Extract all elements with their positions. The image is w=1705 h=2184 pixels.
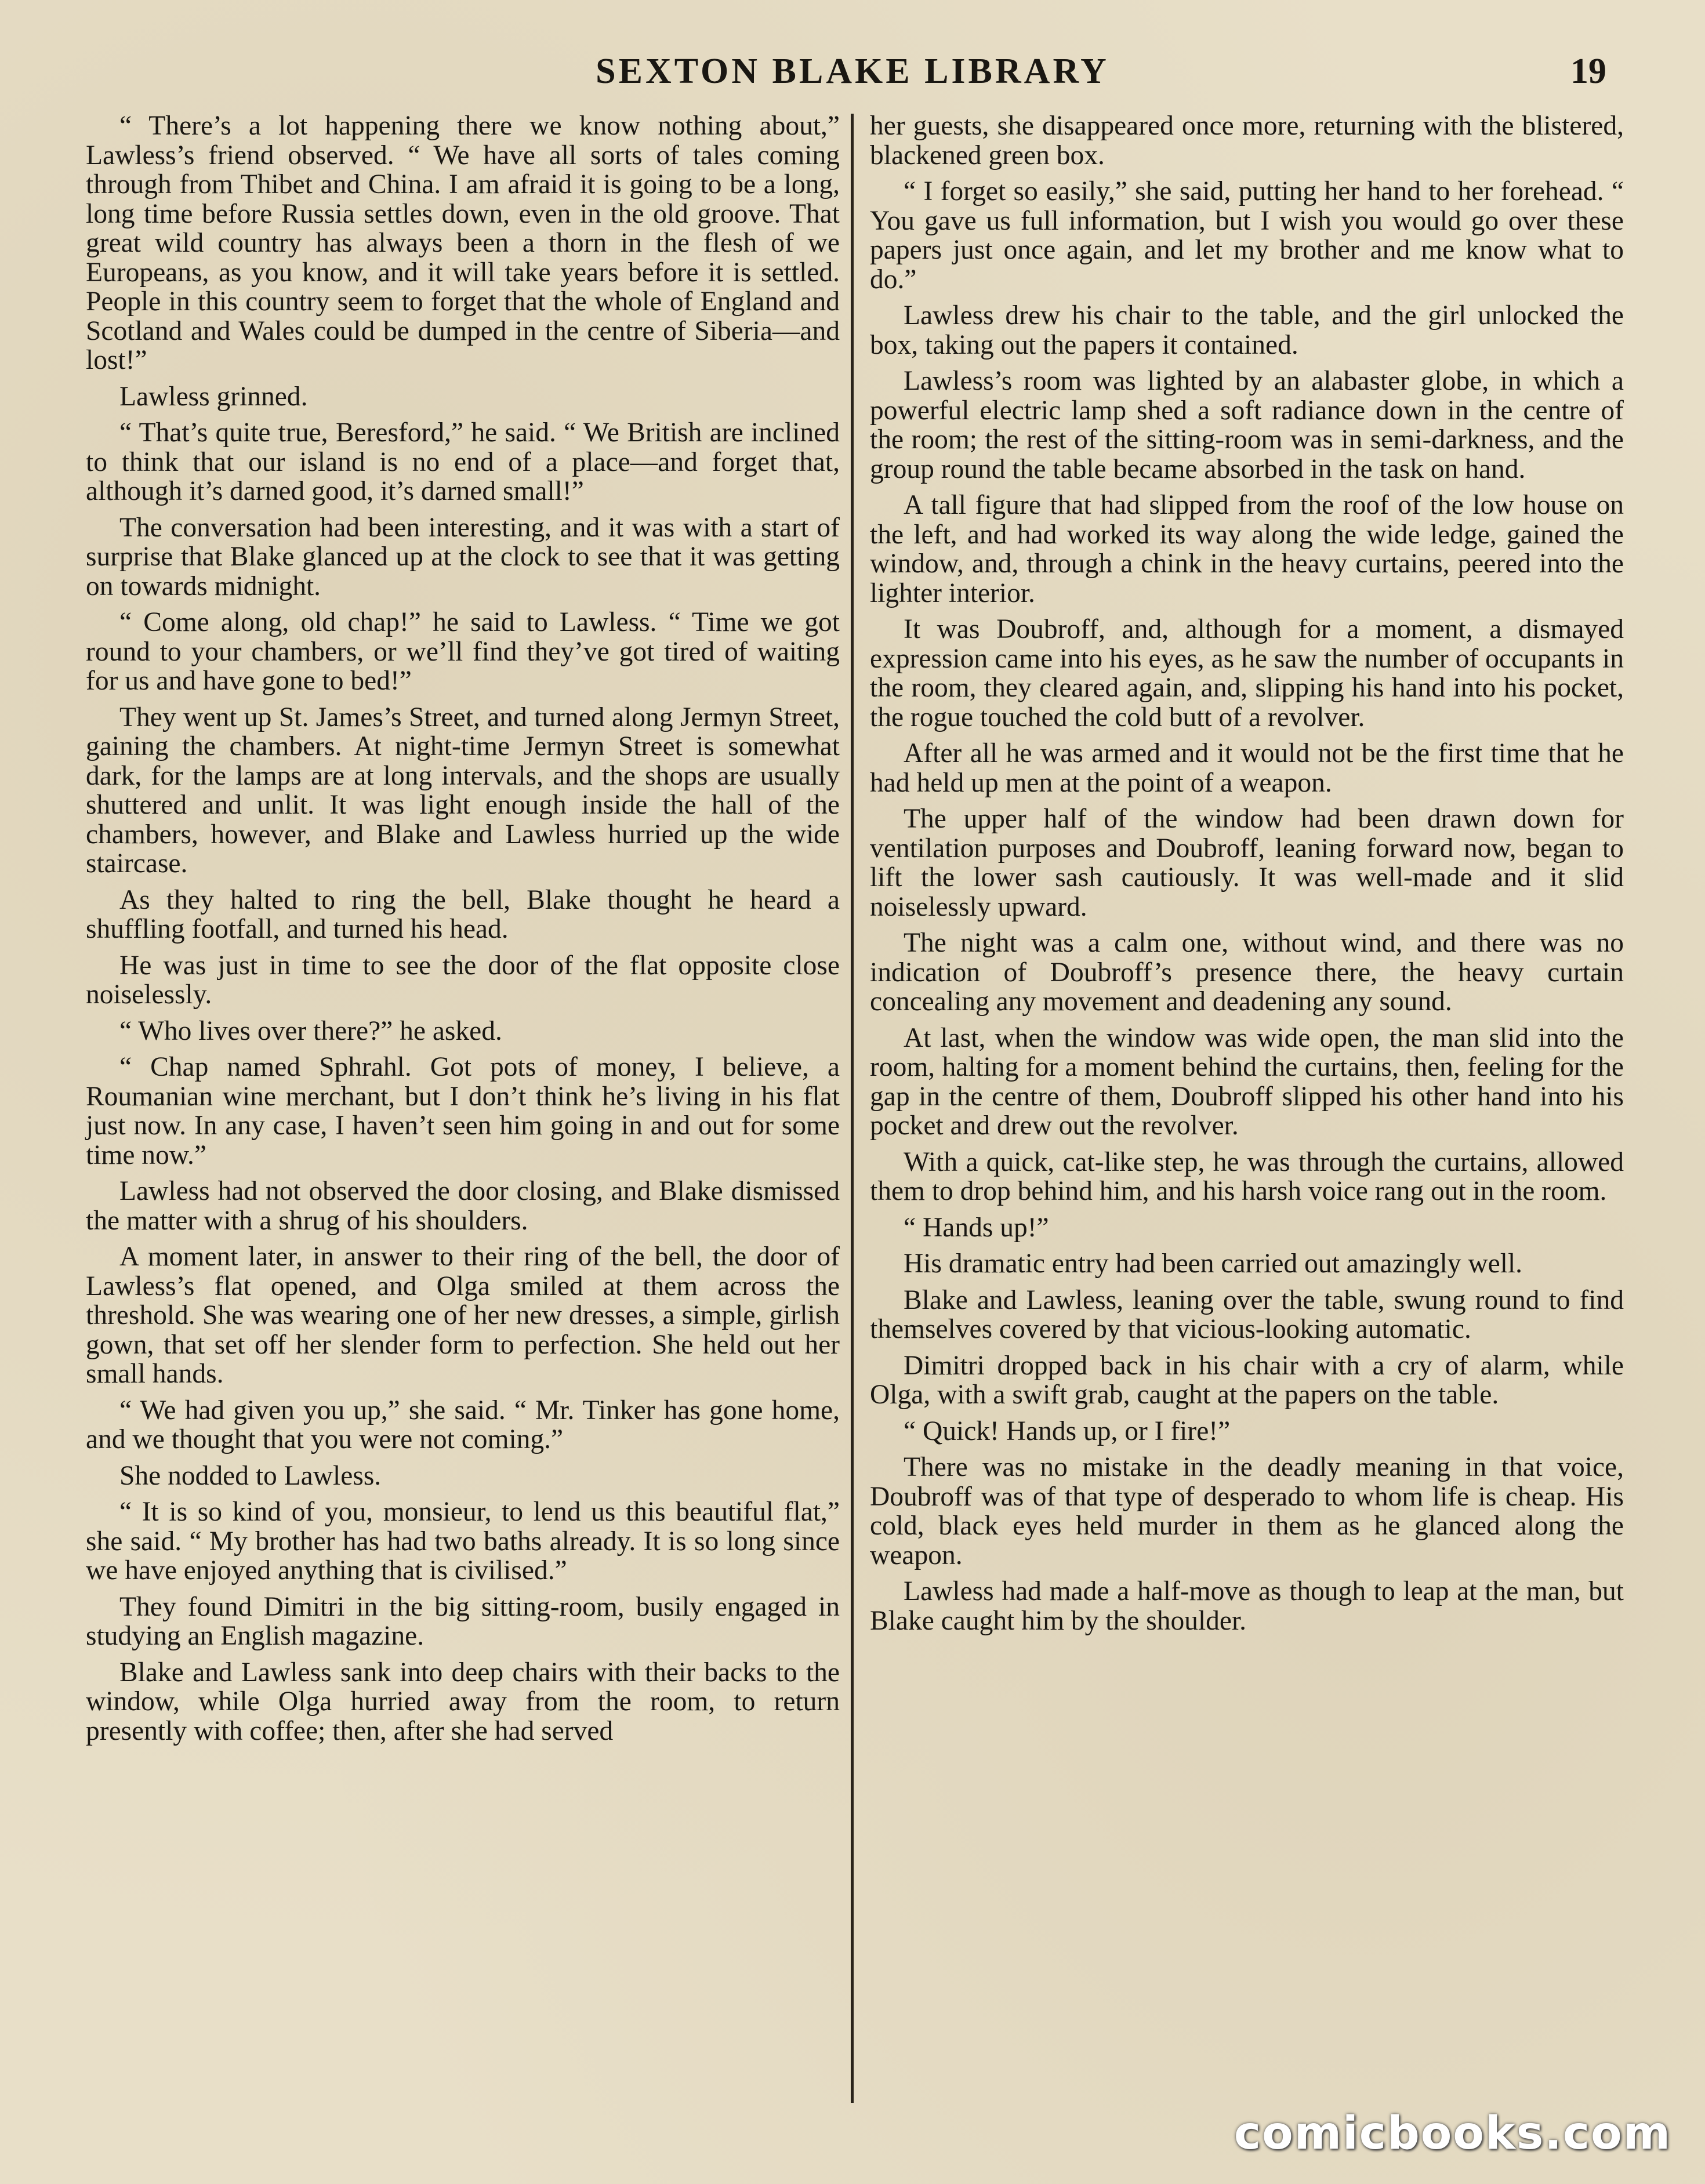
paragraph: A moment later, in answer to their ring of the bell, the door of Lawless’s flat opened, and Olga smiled at them across the threshold. She was wearing one of her new dresses, a simple, girlish gown, that set off her slender form to perfection. She held out her small hands. — [86, 1242, 840, 1389]
paragraph: Lawless drew his chair to the table, and the girl unlocked the box, taking out the papers it contained. — [870, 300, 1624, 360]
running-title: SEXTON BLAKE LIBRARY — [596, 52, 1109, 91]
paragraph: Lawless grinned. — [119, 381, 308, 412]
paragraph: “ That’s quite true, Beresford,” he said. “ We British are inclined to think that our island is no end of a place—and forget that, although it’s darned good, it’s darned small!” — [86, 418, 840, 506]
paragraph: “ It is so kind of you, monsieur, to lend us this beautiful flat,” she said. “ My brother has had two baths already. It is so long since we have enjoyed anything that is civilised.” — [86, 1497, 840, 1586]
paragraph: A tall figure that had slipped from the roof of the low house on the left, and had worked its way along the wide ledge, gained the window, and, through a chink in the heavy curtains, peered into the lighter interior. — [870, 490, 1624, 608]
paragraph: It was Doubroff, and, although for a moment, a dismayed expression came into his eyes, as he saw the number of occupants in the room, they cleared again, and, slipping his hand into his pocket, the rogue touched the cold butt of a revolver. — [870, 614, 1624, 732]
paragraph: “ Chap named Sphrahl. Got pots of money, I believe, a Roumanian wine merchant, but I don’t think he’s living in his flat just now. In any case, I haven’t seen him going in and out for some time now.” — [86, 1052, 840, 1170]
paragraph: At last, when the window was wide open, the man slid into the room, halting for a moment behind the curtains, then, feeling for the gap in the centre of them, Doubroff slipped his other hand into his pocket and drew out the revolver. — [870, 1022, 1624, 1141]
left-column — [86, 111, 840, 1753]
paragraph: “ Come along, old chap!” he said to Lawless. “ Time we got round to your chambers, or we’ll find they’ve got tired of waiting for us and have gone to bed!” — [86, 607, 840, 696]
paragraph: With a quick, cat-like step, he was through the curtains, allowed them to drop behind him, and his harsh voice rang out in the room. — [870, 1147, 1624, 1206]
page-header — [81, 45, 1624, 97]
paragraph: He was just in time to see the door of the flat opposite close noiselessly. — [86, 950, 840, 1010]
paragraph: her guests, she disappeared once more, returning with the blistered, blackened green box. — [870, 111, 1624, 170]
paragraph: She nodded to Lawless. — [119, 1460, 382, 1491]
paragraph: “ There’s a lot happening there we know nothing about,” Lawless’s friend observed. “ We have all sorts of tales coming through from Thibet and China. I am afraid it is going to be a long, long time before Russia settles down, even in the old groove. That great wild country has always been a thorn in the flesh of we Europeans, as you know, and it will take years before it is settled. People in this country seem to forget that the whole of England and Scotland and Wales could be dumped in the centre of Siberia—and lost!” — [86, 111, 840, 375]
watermark: comicbooks.com — [1234, 2107, 1671, 2160]
paragraph: The upper half of the window had been drawn down for ventilation purposes and Doubroff, leaning forward now, began to lift the lower sash cautiously. It was well-made and it slid noiselessly upward. — [870, 804, 1624, 922]
paragraph: As they halted to ring the bell, Blake thought he heard a shuffling footfall, and turned his head. — [86, 884, 840, 944]
paragraph: “ Hands up!” — [904, 1212, 1049, 1243]
page-number: 19 — [1570, 52, 1606, 91]
paragraph: Blake and Lawless, leaning over the table, swung round to find themselves covered by that vicious-looking automatic. — [870, 1285, 1624, 1344]
paragraph: “ We had given you up,” she said. “ Mr. Tinker has gone home, and we thought that you were not coming.” — [86, 1395, 840, 1454]
paragraph: They went up St. James’s Street, and turned along Jermyn Street, gaining the chambers. At night-time Jermyn Street is somewhat dark, for the lamps are at long intervals, and the shops are usually shuttered and unlit. It was light enough inside the hall of the chambers, however, and Blake and Lawless hurried up the wide staircase. — [86, 702, 840, 879]
paragraph: There was no mistake in the deadly meaning in that voice, Doubroff was of that type of desperado to whom life is cheap. His cold, black eyes held murder in them as he glanced along the weapon. — [870, 1452, 1624, 1570]
paragraph: Blake and Lawless sank into deep chairs with their backs to the window, while Olga hurried away from the room, to return presently with coffee; then, after she had served — [86, 1657, 840, 1746]
paragraph: Lawless had made a half-move as though to leap at the man, but Blake caught him by the shoulder. — [870, 1576, 1624, 1636]
paragraph: “ I forget so easily,” she said, putting her hand to her forehead. “ You gave us full information, but I wish you would go over these papers just once again, and let my brother and me know what to do.” — [870, 176, 1624, 295]
paragraph: The conversation had been interesting, and it was with a start of surprise that Blake glanced up at the clock to see that it was getting on towards midnight. — [86, 512, 840, 601]
paragraph: Lawless’s room was lighted by an alabaster globe, in which a powerful electric lamp shed a soft radiance down in the centre of the room; the rest of the sitting-room was in semi-darkness, and the group round the table became absorbed in the task on hand. — [870, 366, 1624, 484]
paragraph: “ Quick! Hands up, or I fire!” — [904, 1416, 1231, 1446]
right-column — [870, 111, 1624, 1642]
paragraph: Dimitri dropped back in his chair with a cry of alarm, while Olga, with a swift grab, caught at the papers on the table. — [870, 1350, 1624, 1410]
paragraph: After all he was armed and it would not be the first time that he had held up men at the point of a weapon. — [870, 738, 1624, 798]
paragraph: “ Who lives over there?” he asked. — [119, 1015, 502, 1046]
column-divider — [851, 114, 854, 2103]
paragraph: The night was a calm one, without wind, and there was no indication of Doubroff’s presence there, the heavy curtain concealing any movement and deadening any sound. — [870, 928, 1624, 1017]
paragraph: Lawless had not observed the door closing, and Blake dismissed the matter with a shrug of his shoulders. — [86, 1176, 840, 1236]
paragraph: They found Dimitri in the big sitting-room, busily engaged in studying an English magazine. — [86, 1591, 840, 1651]
paragraph: His dramatic entry had been carried out amazingly well. — [904, 1249, 1523, 1279]
